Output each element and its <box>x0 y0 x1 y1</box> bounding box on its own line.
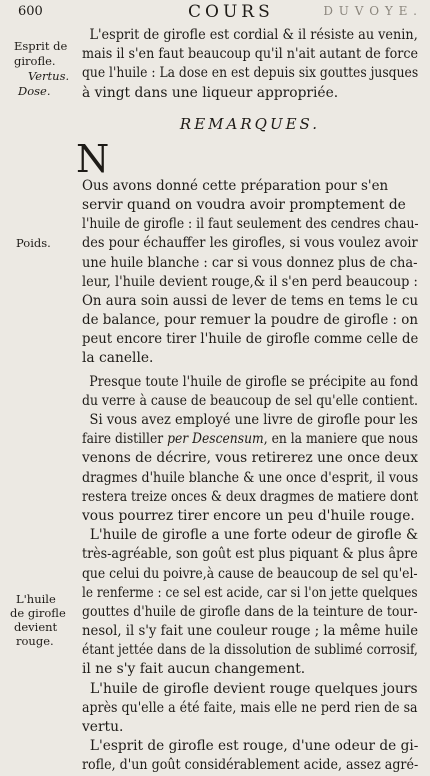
text-line: Presque toute l'huile de girofle se précipite au fond <box>89 373 419 390</box>
text-line: nesol, il s'y fait une couleur rouge ; la même huile <box>82 623 418 640</box>
text-line: que celui du poivre,à cause de beaucoup de sel qu'el- <box>82 565 418 582</box>
text-line: peut encore tirer l'huile de girofle comme celle de <box>82 331 418 348</box>
margin-note-vertus: Vertus. <box>28 69 70 83</box>
section-heading: REMARQUES. <box>179 114 321 133</box>
text-line: L'huile de girofle devient rouge quelques jours <box>90 680 418 697</box>
text-line: vertu. <box>82 719 124 735</box>
text-line: des pour échauffer les girofles, si vous voulez avoir <box>82 235 418 252</box>
text-line: à vingt dans une liqueur appropriée. <box>82 84 339 101</box>
text-line: le renferme : ce sel est acide, car si l'on jette quelques <box>82 584 418 601</box>
margin-note-dose: Dose. <box>18 84 51 98</box>
margin-note-girofle: girofle. <box>14 54 56 68</box>
text-line: étant jettée dans de la dissolution de sublimé corrosif, <box>82 642 418 659</box>
text-line <box>82 430 418 449</box>
text-line: que l'huile : La dose en est depuis six gouttes jusques <box>82 65 419 82</box>
paragraph-livre <box>82 411 418 526</box>
text-line: Ous avons donné cette préparation pour s'en <box>82 177 388 194</box>
text-line: la canelle. <box>82 350 154 367</box>
latin-term: per Descensum <box>167 431 264 448</box>
paragraph-esprit <box>82 26 418 103</box>
paragraph-odeur <box>82 526 418 680</box>
text-line: leur, l'huile devient rouge,& il s'en perd beaucoup : <box>82 273 418 290</box>
running-header <box>18 2 418 24</box>
text-line: une huile blanche : car si vous donnez plus de cha- <box>82 254 418 271</box>
text-line: servir quand on voudra avoir promptement de <box>82 196 406 213</box>
text-line: L'huile de girofle a une forte odeur de girofle & <box>89 527 419 544</box>
text-line: gouttes d'huile de girofle dans de la teinture de tour- <box>82 603 418 620</box>
margin-note-de-girofle: de girofle <box>10 606 66 620</box>
text-line: venons de décrire, vous retirerez une once deux <box>82 450 418 467</box>
text-run: , en la maniere que nous <box>263 431 419 448</box>
text-line: Si vous avez employé une livre de girofle pour les <box>89 412 418 428</box>
text-run: faire distiller <box>82 431 168 448</box>
paragraph-remarques <box>76 136 419 369</box>
text-line: de balance, pour remuer la poudre de girofle : on <box>82 312 418 329</box>
paragraph-rouge <box>82 680 418 738</box>
paragraph-poids <box>82 373 418 411</box>
text-line: L'esprit de girofle est rouge, d'une odeur de gi- <box>89 738 419 755</box>
text-line: du verre à cause de beaucoup de sel qu'elle contient. <box>82 392 418 409</box>
drop-capital: N <box>76 136 110 181</box>
text-line: l'huile de girofle : il faut seulement des cendres chau- <box>82 216 419 233</box>
text-line: L'esprit de girofle est cordial & il résiste au venin, <box>89 27 418 43</box>
margin-note-huile: L'huile <box>16 592 56 606</box>
margin-note-poids: Poids. <box>16 236 51 250</box>
running-title: COURS <box>188 2 274 22</box>
text-line: dragmes d'huile blanche & une once d'esprit, il vous <box>82 469 418 486</box>
main-text <box>76 26 419 776</box>
text-line: On aura soin aussi de lever de tems en tems le cu <box>82 292 419 309</box>
margin-note-rouge: rouge. <box>16 634 54 648</box>
margin-note-esprit: Esprit de <box>14 39 68 53</box>
bleed-through-text: D U V O Y E . <box>323 4 418 18</box>
text-line: après qu'elle a été faite, mais elle ne perd rien de sa <box>82 699 418 716</box>
text-line: il ne s'y fait aucun changement. <box>82 661 306 678</box>
paragraph-esprit-rouge <box>82 737 418 775</box>
page-number: 600 <box>18 4 43 19</box>
text-line: restera treize onces & deux dragmes de matiere dont <box>82 488 418 505</box>
text-line: vous pourrez tirer encore un peu d'huile rouge. <box>82 507 415 524</box>
text-line: mais il s'en faut beaucoup qu'il n'ait autant de force <box>82 46 418 63</box>
text-line: rofle, d'un goût considérablement acide, assez agré- <box>82 757 418 774</box>
text-line: très-agréable, son goût est plus piquant & plus âpre <box>82 546 418 563</box>
margin-note-devient: devient <box>14 620 58 634</box>
